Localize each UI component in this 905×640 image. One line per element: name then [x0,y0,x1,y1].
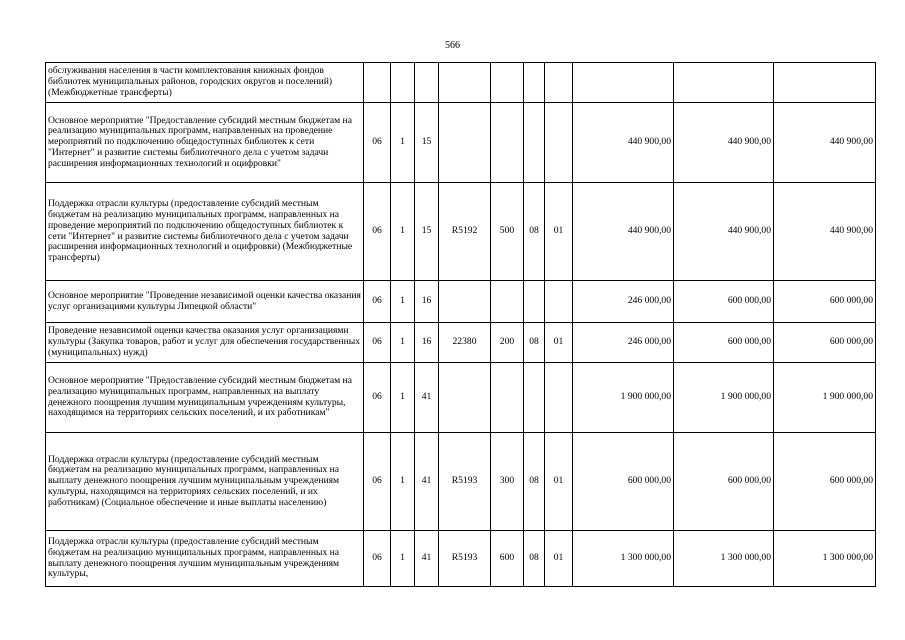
table-row [46,63,876,103]
cell-sum-year-3: 440 900,00 [774,183,876,281]
cell-sum-year-2: 600 000,00 [674,433,774,531]
cell-razdel: 08 [524,183,545,281]
cell-sum-year-1: 1 300 000,00 [573,531,674,587]
page-number: 566 [445,40,460,51]
cell-sum-year-2: 440 900,00 [674,103,774,183]
cell-name: Поддержка отрасли культуры (предоставление субсидий местным бюджетам на реализацию муниципальных программ, направленных на проведение мероприятий по подключению общедоступных библиотек к сети "Интернет" и развитие системы библиотечного дела с учетом задачи расширения информационных технологий и оцифровки) (Межбюджетные трансферты) [46,183,364,281]
cell-direction: R5193 [439,531,491,587]
cell-section: 06 [364,183,391,281]
cell-section: 06 [364,103,391,183]
cell-section: 06 [364,531,391,587]
cell-subprogram: 1 [391,531,415,587]
cell-sum-year-1 [573,63,674,103]
cell-sum-year-2: 1 900 000,00 [674,363,774,433]
cell-direction [439,363,491,433]
cell-subprogram: 1 [391,433,415,531]
cell-main-event: 16 [415,281,439,323]
cell-direction: 22380 [439,323,491,363]
cell-subprogram [391,63,415,103]
cell-podrazdel: 01 [545,183,573,281]
cell-expense-type [491,281,524,323]
cell-subprogram: 1 [391,103,415,183]
cell-direction [439,63,491,103]
cell-razdel: 08 [524,323,545,363]
cell-expense-type: 200 [491,323,524,363]
cell-podrazdel [545,103,573,183]
cell-main-event: 41 [415,433,439,531]
cell-expense-type [491,363,524,433]
cell-sum-year-2 [674,63,774,103]
cell-expense-type: 600 [491,531,524,587]
cell-razdel [524,103,545,183]
cell-direction: R5193 [439,433,491,531]
table-row [46,281,876,323]
cell-sum-year-2: 1 300 000,00 [674,531,774,587]
cell-razdel [524,363,545,433]
cell-razdel [524,63,545,103]
cell-expense-type: 300 [491,433,524,531]
cell-main-event: 15 [415,183,439,281]
table-row [46,103,876,183]
cell-podrazdel [545,363,573,433]
cell-sum-year-1: 246 000,00 [573,323,674,363]
table-row [46,323,876,363]
cell-expense-type [491,63,524,103]
cell-direction [439,103,491,183]
cell-section: 06 [364,281,391,323]
cell-section: 06 [364,363,391,433]
cell-main-event: 41 [415,363,439,433]
cell-razdel: 08 [524,433,545,531]
cell-sum-year-3: 1 300 000,00 [774,531,876,587]
cell-sum-year-3: 600 000,00 [774,323,876,363]
cell-podrazdel: 01 [545,433,573,531]
table-row [46,531,876,587]
cell-name: Проведение независимой оценки качества оказания услуг организациями культуры (Закупка товаров, работ и услуг для обеспечения государственных (муниципальных) нужд) [46,323,364,363]
cell-name: Поддержка отрасли культуры (предоставление субсидий местным бюджетам на реализацию муниципальных программ, направленных на выплату денежного поощрения лучшим муниципальным учреждениям культуры, [46,531,364,587]
cell-podrazdel [545,63,573,103]
table-row [46,183,876,281]
cell-sum-year-2: 600 000,00 [674,323,774,363]
cell-podrazdel [545,281,573,323]
cell-sum-year-1: 1 900 000,00 [573,363,674,433]
cell-expense-type: 500 [491,183,524,281]
cell-podrazdel: 01 [545,323,573,363]
cell-name: Основное мероприятие "Предоставление субсидий местным бюджетам на реализацию муниципальных программ, направленных на выплату денежного поощрения лучшим муниципальным учреждениям культуры, находящимся на территориях сельских поселений, и их работникам" [46,363,364,433]
cell-sum-year-1: 246 000,00 [573,281,674,323]
cell-section: 06 [364,323,391,363]
cell-sum-year-3: 1 900 000,00 [774,363,876,433]
cell-main-event: 41 [415,531,439,587]
cell-sum-year-1: 600 000,00 [573,433,674,531]
cell-name: Основное мероприятие "Предоставление субсидий местным бюджетам на реализацию муниципальных программ, направленных на проведение мероприятий по подключению общедоступных библиотек к сети "Интернет" и развитие системы библиотечного дела с учетом задачи расширения информационных технологий и оцифровки" [46,103,364,183]
cell-razdel [524,281,545,323]
cell-section [364,63,391,103]
table-row [46,363,876,433]
cell-direction [439,281,491,323]
table-body [46,63,876,587]
cell-direction: R5192 [439,183,491,281]
cell-subprogram: 1 [391,323,415,363]
cell-name: Основное мероприятие "Проведение независимой оценки качества оказания услуг организациями культуры Липецкой области" [46,281,364,323]
cell-main-event: 15 [415,103,439,183]
cell-sum-year-3: 600 000,00 [774,433,876,531]
cell-sum-year-3: 440 900,00 [774,103,876,183]
cell-sum-year-2: 440 900,00 [674,183,774,281]
cell-subprogram: 1 [391,363,415,433]
cell-name: обслуживания населения в части комплектования книжных фондов библиотек муниципальных районов, городских округов и поселений) (Межбюджетные трансферты) [46,63,364,103]
budget-table [45,62,876,587]
cell-name: Поддержка отрасли культуры (предоставление субсидий местным бюджетам на реализацию муниципальных программ, направленных на выплату денежного поощрения лучшим муниципальным учреждениям культуры, находящимся на территориях сельских поселений, и их работникам) (Социальное обеспечение и иные выплаты населению) [46,433,364,531]
cell-subprogram: 1 [391,281,415,323]
cell-main-event: 16 [415,323,439,363]
cell-sum-year-2: 600 000,00 [674,281,774,323]
cell-podrazdel: 01 [545,531,573,587]
cell-sum-year-1: 440 900,00 [573,183,674,281]
cell-sum-year-3 [774,63,876,103]
cell-main-event [415,63,439,103]
cell-sum-year-1: 440 900,00 [573,103,674,183]
cell-section: 06 [364,433,391,531]
cell-sum-year-3: 600 000,00 [774,281,876,323]
cell-razdel: 08 [524,531,545,587]
cell-expense-type [491,103,524,183]
cell-subprogram: 1 [391,183,415,281]
table-row [46,433,876,531]
